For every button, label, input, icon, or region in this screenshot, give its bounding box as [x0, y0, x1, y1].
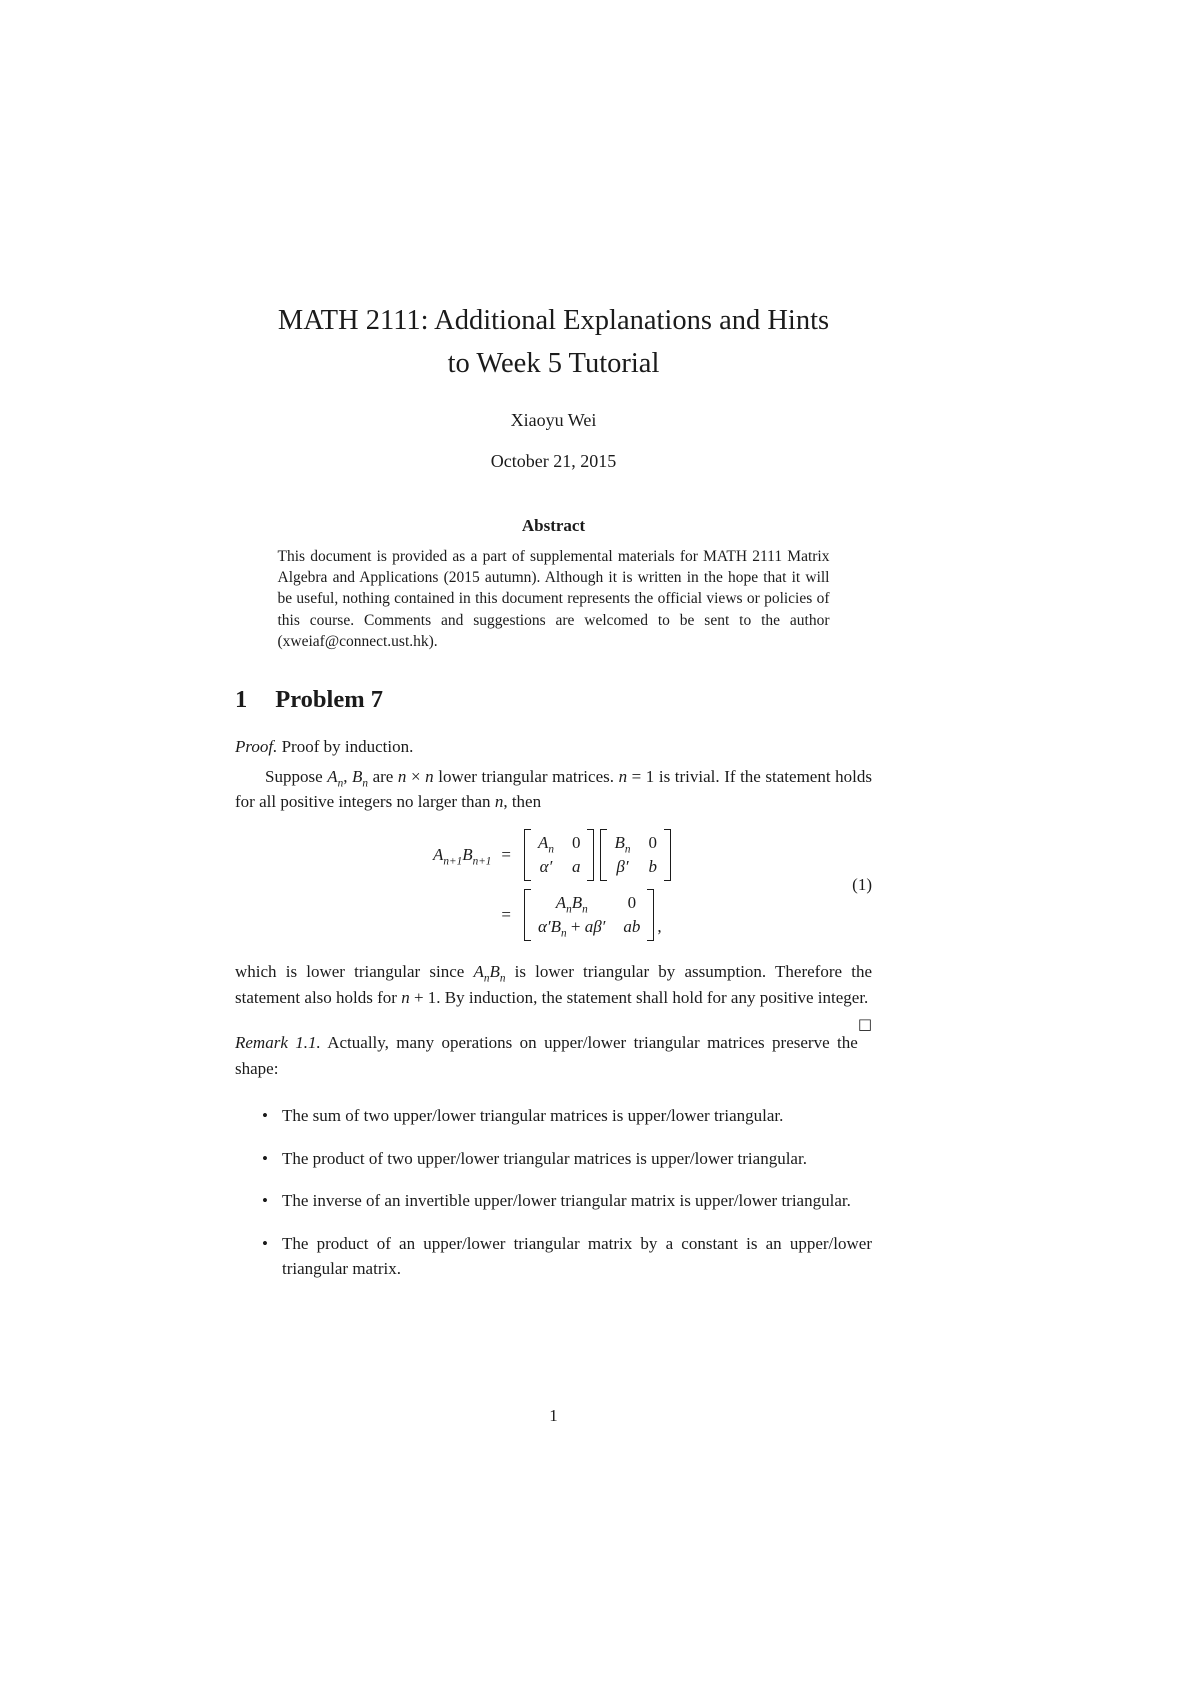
left-bracket [524, 829, 531, 881]
section-title: Problem 7 [275, 686, 383, 714]
matrix-a [524, 829, 595, 881]
bullet-text: The product of an upper/lower triangular matrix by a constant is an upper/lower triangular matrix. [282, 1233, 872, 1279]
bullet-list [235, 1103, 872, 1282]
matrix-cell: 0 [571, 832, 581, 852]
matrix-cell: $A_n$ [537, 832, 554, 856]
left-bracket [524, 889, 531, 941]
right-bracket [664, 829, 671, 881]
abstract-heading: Abstract [521, 515, 586, 535]
bullet-icon: • [262, 1191, 268, 1211]
bullet-text: The inverse of an invertible upper/lower triangular matrix is upper/lower triangular. [282, 1191, 851, 1211]
equation [235, 829, 872, 941]
bullet-text: The product of two upper/lower triangular matrices is upper/lower triangular. [282, 1148, 807, 1168]
equation-lhs: $A_{n+1}B_{n+1}$ [433, 844, 492, 868]
page-number: 1 [549, 1406, 558, 1425]
paper-title [235, 300, 872, 386]
section-number: 1 [235, 686, 248, 714]
author-name: Xiaoyu Wei [510, 409, 597, 430]
equation-rhs-line1 [491, 829, 674, 881]
matrix-product [524, 889, 654, 941]
paper-date: October 21, 2015 [490, 450, 617, 471]
bullet-text: The sum of two upper/lower triangular matrices is upper/lower triangular. [282, 1106, 784, 1126]
matrix-cells [607, 829, 664, 881]
matrix-cell: $\alpha'B_n + a\beta'$ [537, 917, 606, 940]
abstract-body: This document is provided as a part of supplemental materials for MATH 2111 Matrix Algebra and Applications (2015 autumn). Although it is written in the hope that it will be useful, nothing contained in this document represents the official views or policies of this course. Comments and suggestions are welcomed to be sent to the author (xweiaf@connect.ust.hk). [277, 547, 830, 650]
matrix-cell: β′ [616, 856, 629, 876]
matrix-cell: a [571, 856, 581, 876]
matrix-cell: α′ [539, 856, 553, 876]
proof-intro: Proof. Proof by induction. [235, 737, 414, 757]
left-bracket [600, 829, 607, 881]
title-line-2: to Week 5 Tutorial [447, 347, 660, 379]
equation-rhs-line2 [491, 889, 674, 941]
bullet-icon: • [262, 1106, 268, 1126]
right-bracket [587, 829, 594, 881]
matrix-cells [531, 829, 588, 881]
bullet-item [262, 1231, 872, 1282]
proof-conclusion-text: which is lower triangular since $A_nB_n$ is lower triangular by assumption. Therefore the statement also holds for n + 1. By induction, the statement shall hold for any positive integer. [235, 962, 872, 1007]
qed-symbol: □ [857, 1015, 872, 1034]
matrix-cell: $A_nB_n$ [555, 893, 588, 916]
page-content [235, 0, 872, 1299]
equals-sign: = [501, 844, 511, 864]
matrix-cell: ab [623, 917, 641, 937]
matrix-cells [531, 889, 647, 941]
bullet-icon: • [262, 1148, 268, 1168]
matrix-cell: b [648, 856, 657, 876]
abstract-section [235, 516, 872, 653]
matrix-cell: $B_n$ [614, 832, 631, 856]
remark-paragraph: Remark 1.1. Actually, many operations on upper/lower triangular matrices preserve the shape: [235, 1033, 858, 1078]
bullet-item [262, 1188, 872, 1214]
title-line-1: MATH 2111: Additional Explanations and Hints [277, 305, 830, 336]
matrix-b [600, 829, 671, 881]
section-heading [235, 686, 872, 714]
equals-sign: = [501, 905, 511, 925]
right-bracket [647, 889, 654, 941]
proof-induction-setup: Suppose $A_n$, $B_n$ are n × n lower triangular matrices. n = 1 is trivial. If the statement holds for all positive integers no larger than n, then [235, 766, 872, 812]
equation-comma: , [657, 917, 662, 937]
bullet-item [262, 1103, 872, 1129]
bullet-item [262, 1146, 872, 1172]
equation-number: (1) [852, 875, 872, 895]
bullet-icon: • [262, 1233, 268, 1253]
matrix-cell: 0 [648, 832, 657, 852]
equation-block [235, 829, 872, 941]
proof-conclusion [235, 959, 872, 1034]
matrix-cell: 0 [627, 893, 637, 913]
